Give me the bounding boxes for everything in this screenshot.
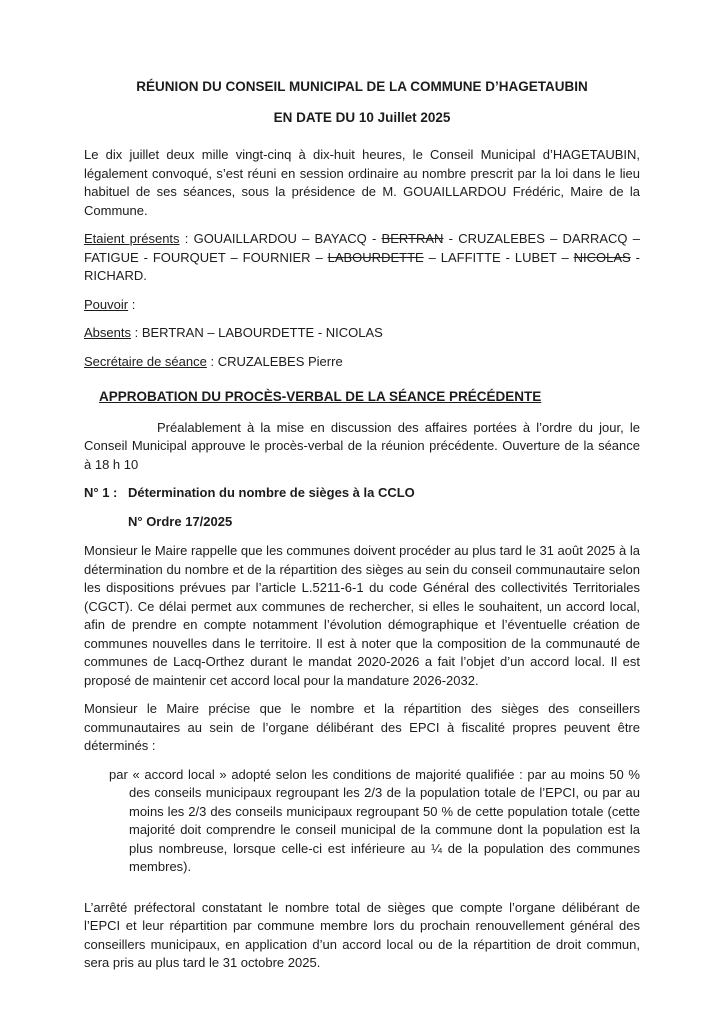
pouvoir-line [84, 296, 640, 315]
attendees-names: : GOUAILLARDOU – BAYACQ - BERTRAN - CRUZALEBES – DARRACQ – FATIGUE - FOURQUET – FOURNIER – LABOURDETTE – LAFFITTE - LUBET – NICOLAS - RICHARD. [84, 231, 640, 283]
struck-name: LABOURDETTE [327, 249, 424, 265]
bullet-accord-local: par « accord local » adopté selon les conditions de majorité qualifiée : par au moins 50 % des conseils municipaux regroupant les 2/3 de la population totale de l’EPCI, ou par au moins les 2/3 des conseils municipaux regroupant 50 % de cette population totale (cette majorité doit comprendre le conseil municipal de la commune dont la population est la plus nombreuse, lorsque celle-ci est inférieure au ¼ de la population des communes membres). [109, 766, 640, 874]
opening-paragraph: Le dix juillet deux mille vingt-cinq à dix-huit heures, le Conseil Municipal d’HAGETAUBIN, légalement convoqué, s’est réuni en session ordinaire au nombre prescrit par la loi dans le lieu habituel de ses séances, sous la présidence de M. GOUAILLARDOU Frédéric, Maire de la Commune. [84, 147, 640, 218]
paragraph-sieges-precision: Monsieur le Maire précise que le nombre et la répartition des sièges des conseillers communautaires au sein de l’organe délibérant des EPCI à fiscalité propres peuvent être déterminés : [84, 701, 640, 753]
secretary-label: Secrétaire de séance [84, 353, 207, 369]
approbation-paragraph: Préalablement à la mise en discussion des affaires portées à l’ordre du jour, le Conseil Municipal approuve le procès-verbal de la réunion précédente. Ouverture de la séance à 18 h 10 [84, 419, 640, 472]
absents-label: Absents [84, 325, 131, 340]
pouvoir-value: : [128, 296, 136, 312]
absents-names: : BERTRAN – LABOURDETTE - NICOLAS [130, 325, 383, 340]
section-heading-approbation: APPROBATION DU PROCÈS-VERBAL DE LA SÉANCE PRÉCÉDENTE [99, 389, 542, 404]
document-title: RÉUNION DU CONSEIL MUNICIPAL DE LA COMMUNE D’HAGETAUBIN [136, 79, 588, 94]
agenda-item-1 [84, 484, 640, 503]
attendees-line [84, 230, 640, 286]
struck-name: BERTRAN [381, 231, 444, 246]
closing-paragraph: L’arrêté préfectoral constatant le nombre total de sièges que compte l’organe délibérant de l’EPCI et leur répartition par commune membre lors du prochain renouvellement général des conseillers municipaux, en application d’un accord local ou de la répartition de droit commun, sera pris au plus tard le 31 octobre 2025. [84, 899, 640, 970]
attendees-label: Etaient présents [84, 231, 180, 246]
order-number: N° Ordre 17/2025 [128, 513, 233, 529]
secretary-name: : CRUZALEBES Pierre [206, 353, 343, 369]
struck-name: NICOLAS [573, 249, 631, 265]
agenda-item-number: N° 1 : [84, 485, 118, 500]
secretary-line [84, 353, 640, 372]
absents-line [84, 324, 640, 343]
pouvoir-label: Pouvoir [84, 296, 129, 312]
document-date-line: EN DATE DU 10 Juillet 2025 [273, 109, 451, 125]
agenda-item-title: Détermination du nombre de sièges à la CCLO [128, 485, 415, 500]
paragraph-sieges-rappel: Monsieur le Maire rappelle que les communes doivent procéder au plus tard le 31 août 2025 à la détermination du nombre et de la répartition des sièges au sein du conseil communautaire selon les dispositions prévues par l’article L.5211-6-1 du code Général des collectivités Territoriales (CGCT). Ce délai permet aux communes de rechercher, si elles le souhaitent, un accord local, afin de prendre en compte notamment l’évolution démographique et l’éventuelle création de communes nouvelles dans le territoire. Il est à noter que la composition de la communauté de communes de Lacq-Orthez durant le mandat 2020-2026 a fait l’objet d’un accord local. Il est proposé de maintenir cet accord local pour la mandature 2026-2032. [84, 543, 640, 688]
